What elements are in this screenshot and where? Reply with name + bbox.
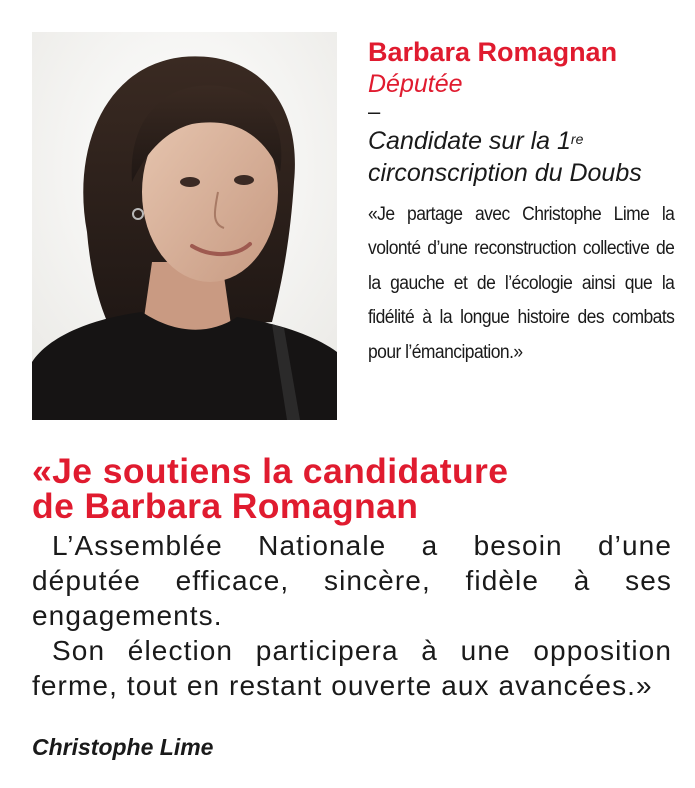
- candidate-photo: [32, 32, 337, 420]
- support-headline: [32, 451, 672, 526]
- support-paragraph-1: L’Assemblée Nationale a besoin d’une députée efficace, sincère, fidèle à ses engagements.: [32, 530, 672, 631]
- candidacy-ordinal: re: [570, 131, 584, 147]
- candidate-info: [368, 36, 674, 370]
- candidacy-text: [368, 125, 674, 189]
- candidate-name: Barbara Romagnan: [368, 37, 618, 67]
- signature: Christophe Lime: [32, 734, 214, 760]
- separator-dash: –: [368, 99, 381, 124]
- support-paragraph-2: Son élection participera à une opposition ferme, tout en restant ouverte aux avancées.»: [32, 635, 672, 701]
- headline-line-2: de Barbara Romagnan: [32, 486, 419, 526]
- candidacy-rest: circonscription du Doubs: [368, 159, 642, 187]
- candidacy-prefix: Candidate sur la 1: [368, 127, 571, 155]
- support-body: [32, 528, 672, 703]
- candidate-quote: «Je partage avec Christophe Lime la volonté d’une reconstruction collective de la gauche et de l’écologie ainsi que la fidélité à la longue histoire des combats pour l’émancipation.»: [368, 204, 675, 363]
- candidate-role: Députée: [368, 70, 463, 98]
- headline-line-1: «Je soutiens la candidature: [32, 451, 509, 491]
